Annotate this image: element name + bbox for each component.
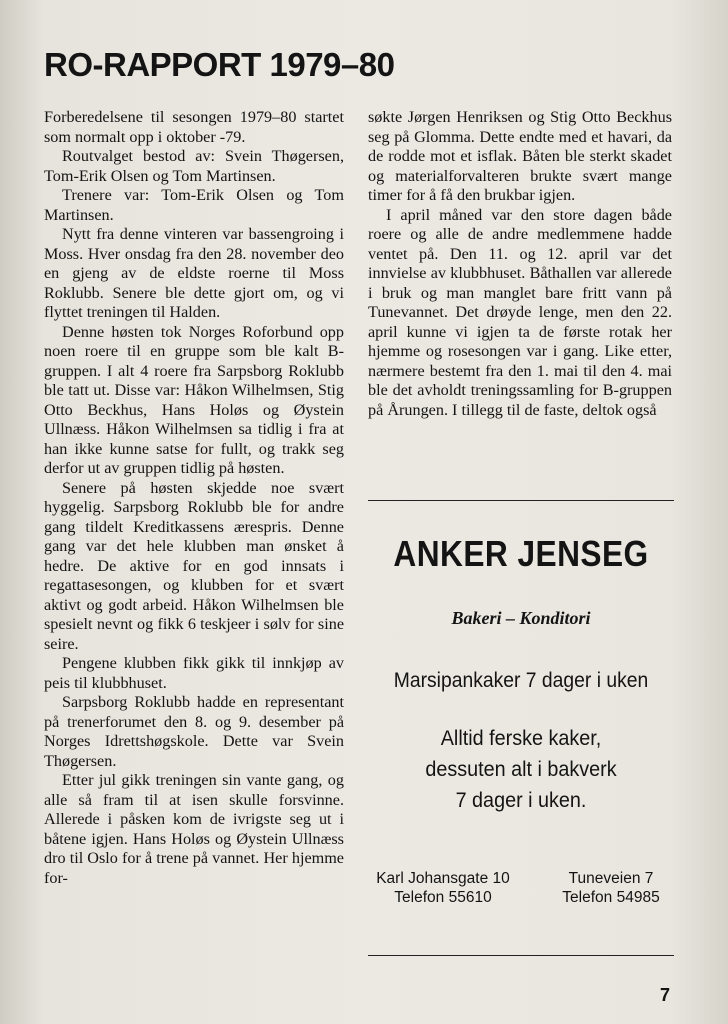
ad-slogan-line: 7 dager i uken. [455,788,587,812]
ad-address-left [370,869,516,907]
article-paragraph: Senere på høsten skjedde noe svært hyggelig. Sarpsborg Roklubb ble for andre gang tildelt Kreditkassens ærespris. Denne gang var det hele klubben man ønsket å hedre. De aktive for en god innsats i regattasesongen, og klubben for et svært aktivt og godt arbeid. Håkon Wilhelmsen ble spesielt nevnt og fikk 6 teskjeer i sølv for sine seire. [44,478,344,653]
page-number: 7 [660,985,671,1005]
address-phone: Telefon 54985 [562,889,660,906]
article-paragraph: Nytt fra denne vinteren var bassengroing i Moss. Hver onsdag fra den 28. november deo en gjeng av de eldste roerne til Moss Roklubb. Senere ble dette gjort om, og vi flyttet treningen til Halden. [44,225,344,321]
article-column-left [44,108,344,888]
address-street: Karl Johansgate 10 [376,870,510,887]
ad-tagline: Marsipankaker 7 dager i uken [393,669,649,692]
address-phone: Telefon 55610 [394,889,492,906]
article-paragraph: Sarpsborg Roklubb hadde en representant på trenerforumet den 8. og 9. desember på Norges Idrettshøgskole. Dette var Svein Thøgersen. [44,693,344,770]
ad-subtitle: Bakeri – Konditori [451,608,591,628]
article-paragraph: søkte Jørgen Henriksen og Stig Otto Beckhus seg på Glomma. Dette endte med et havari, da de rodde mot et isflak. Båten ble sterkt skadet og materialforvalteren brukte svært mange timer for å få den brukbar igjen. [368,108,672,204]
article-paragraph: Denne høsten tok Norges Roforbund opp noen roere til en gruppe som ble kalt B-gruppen. I alt 4 roere fra Sarpsborg Roklubb ble tatt ut. Disse var: Håkon Wilhelmsen, Stig Otto Beckhus, Hans Holøs og Øystein Ullnæss. Håkon Wilhelmsen sa tidlig i fra at han ikke kunne satse for fullt, og trakk seg derfor ut av gruppen tidlig på høsten. [44,322,344,477]
article-paragraph: Forberedelsene til sesongen 1979–80 startet som normalt opp i oktober -79. [44,108,344,146]
article-paragraph: Trenere var: Tom-Erik Olsen og Tom Martinsen. [44,186,344,224]
article-paragraph: Routvalget bestod av: Svein Thøgersen, Tom-Erik Olsen og Tom Martinsen. [44,147,344,185]
article-column-right [368,108,672,420]
address-street: Tuneveien 7 [568,870,654,887]
ad-top-divider [368,500,674,501]
article-title: RO-RAPPORT 1979–80 [44,46,395,83]
ad-slogan-line: Alltid ferske kaker, [440,726,602,750]
article-paragraph: Pengene klubben fikk gikk til innkjøp av peis til klubbhuset. [44,654,344,692]
ad-address-right [548,869,674,907]
ad-business-name: ANKER JENSEG [393,533,649,574]
ad-slogan [380,723,662,816]
ad-bottom-divider [368,955,674,956]
ad-slogan-line: dessuten alt i bakverk [425,757,617,781]
article-paragraph: I april måned var den store dagen både roere og alle de andre medlemmene hadde ventet på. Den 11. og 12. april var det innvielse av klubbhuset. Båthallen var allerede i bruk og man manglet bare fritt vann på Tunevannet. Det drøyde lenge, men den 22. april kunne vi igjen ta de første rotak her hjemme og rosesongen var i gang. Like etter, nærmere bestemt fra den 1. mai til den 4. mai ble det avholdt treningssamling for B-gruppen på Årungen. I tillegg til de faste, deltok også [368,205,672,419]
article-paragraph: Etter jul gikk treningen sin vante gang, og alle så fram til at isen skulle forsvinne. Allerede i påsken kom de ivrigste seg ut i båtene igjen. Hans Holøs og Øystein Ullnæss dro til Oslo for å trene på vannet. Her hjemme for- [44,771,344,887]
